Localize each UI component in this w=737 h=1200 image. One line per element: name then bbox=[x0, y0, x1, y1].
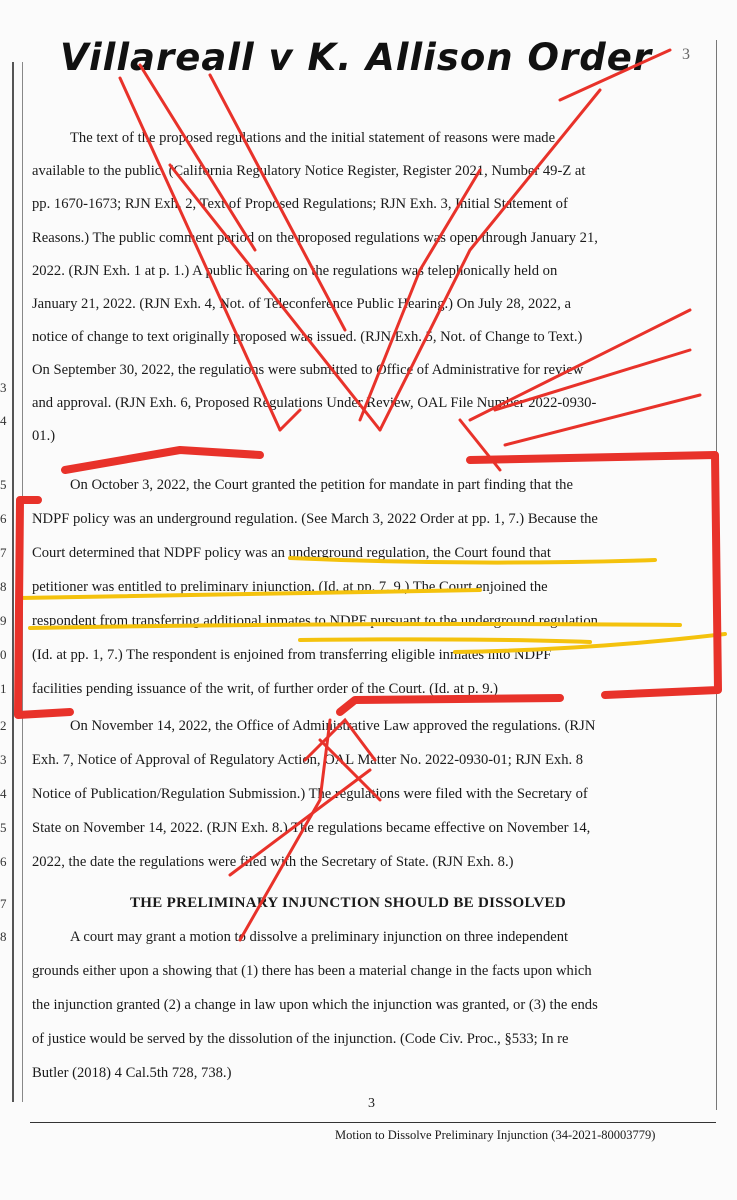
document-line: A court may grant a motion to dissolve a preliminary injunction on three independent bbox=[70, 929, 569, 945]
line-number: 3 bbox=[0, 752, 7, 767]
document-line: NDPF policy was an underground regulation. (See March 3, 2022 Order at pp. 1, 7.) Because the bbox=[32, 511, 598, 527]
document-line: January 21, 2022. (RJN Exh. 4, Not. of Teleconference Public Hearing.) On July 28, 2022, a bbox=[32, 296, 571, 312]
document-line: petitioner was entitled to preliminary injunction. (Id. at pp. 7, 9.) The Court enjoined the bbox=[32, 579, 548, 595]
document-line: On September 30, 2022, the regulations were submitted to Office of Administrative for review bbox=[32, 362, 584, 378]
yellow-highlight-marks bbox=[20, 558, 725, 652]
line-number: 9 bbox=[0, 613, 7, 628]
line-number: 8 bbox=[0, 929, 7, 944]
line-number: 5 bbox=[0, 820, 7, 835]
section-heading: THE PRELIMINARY INJUNCTION SHOULD BE DISSOLVED bbox=[130, 895, 566, 911]
document-line: Notice of Publication/Regulation Submission.) The regulations were filed with the Secretary of bbox=[32, 786, 588, 802]
line-number: 4 bbox=[0, 413, 7, 428]
document-line: 2022. (RJN Exh. 1 at p. 1.) A public hearing on the regulations was telephonically held on bbox=[32, 263, 558, 279]
document-line: and approval. (RJN Exh. 6, Proposed Regulations Under Review, OAL File Number 2022-0930- bbox=[32, 395, 597, 411]
top-page-number: 3 bbox=[682, 46, 690, 63]
footer-caption: Motion to Dissolve Preliminary Injunction (34-2021-80003779) bbox=[335, 1128, 656, 1142]
line-number: 5 bbox=[0, 477, 7, 492]
line-number: 3 bbox=[0, 380, 7, 395]
line-number: 6 bbox=[0, 854, 7, 869]
document-line: grounds either upon a showing that (1) there has been a material change in the facts upon which bbox=[32, 963, 592, 979]
line-number: 6 bbox=[0, 511, 7, 526]
document-line: respondent from transferring additional inmates to NDPF pursuant to the underground regulation bbox=[32, 613, 598, 629]
line-number: 2 bbox=[0, 718, 7, 733]
document-line: (Id. at pp. 1, 7.) The respondent is enjoined from transferring eligible inmates into NDPF bbox=[32, 647, 552, 663]
red-bracket-box bbox=[18, 450, 718, 715]
document-line: On October 3, 2022, the Court granted the petition for mandate in part finding that the bbox=[70, 477, 573, 493]
document-line: State on November 14, 2022. (RJN Exh. 8.) The regulations became effective on November 14, bbox=[32, 820, 591, 836]
line-number: 7 bbox=[0, 545, 7, 560]
document-line: The text of the proposed regulations and the initial statement of reasons were made bbox=[70, 130, 556, 146]
red-strike-marks bbox=[120, 50, 700, 940]
document-line: Exh. 7, Notice of Approval of Regulatory Action, OAL Matter No. 2022-0930-01; RJN Exh. 8 bbox=[32, 752, 584, 768]
document-line: pp. 1670-1673; RJN Exh. 2, Text of Proposed Regulations; RJN Exh. 3, Initial Statement of bbox=[32, 196, 568, 212]
document-line: notice of change to text originally proposed was issued. (RJN Exh. 5, Not. of Change to Text.) bbox=[32, 329, 583, 345]
document-line: facilities pending issuance of the writ, of further order of the Court. (Id. at p. 9.) bbox=[32, 681, 499, 697]
document-line: On November 14, 2022, the Office of Administrative Law approved the regulations. (RJN bbox=[70, 718, 596, 734]
document-line: available to the public. (California Regulatory Notice Register, Register 2021, Number 49-Z at bbox=[32, 163, 586, 179]
document-line: 01.) bbox=[32, 428, 56, 444]
line-number: 8 bbox=[0, 579, 7, 594]
document-line: 2022, the date the regulations were filed with the Secretary of State. (RJN Exh. 8.) bbox=[32, 854, 514, 870]
line-number: 1 bbox=[0, 681, 7, 696]
footer-page-number: 3 bbox=[368, 1096, 375, 1111]
handwritten-title: Villareall v K. Allison Order bbox=[60, 36, 653, 79]
document-line: Court determined that NDPF policy was an underground regulation, the Court found that bbox=[32, 545, 551, 561]
line-number: 7 bbox=[0, 896, 7, 911]
document-line: the injunction granted (2) a change in law upon which the injunction was granted, or (3) the ends bbox=[32, 997, 598, 1013]
document-line: Reasons.) The public comment period on the proposed regulations was open through January 21, bbox=[32, 230, 598, 246]
line-number: 0 bbox=[0, 647, 7, 662]
line-number: 4 bbox=[0, 786, 7, 801]
document-line: Butler (2018) 4 Cal.5th 728, 738.) bbox=[32, 1065, 232, 1081]
document-line: of justice would be served by the dissolution of the injunction. (Code Civ. Proc., §533; In re bbox=[32, 1031, 569, 1047]
